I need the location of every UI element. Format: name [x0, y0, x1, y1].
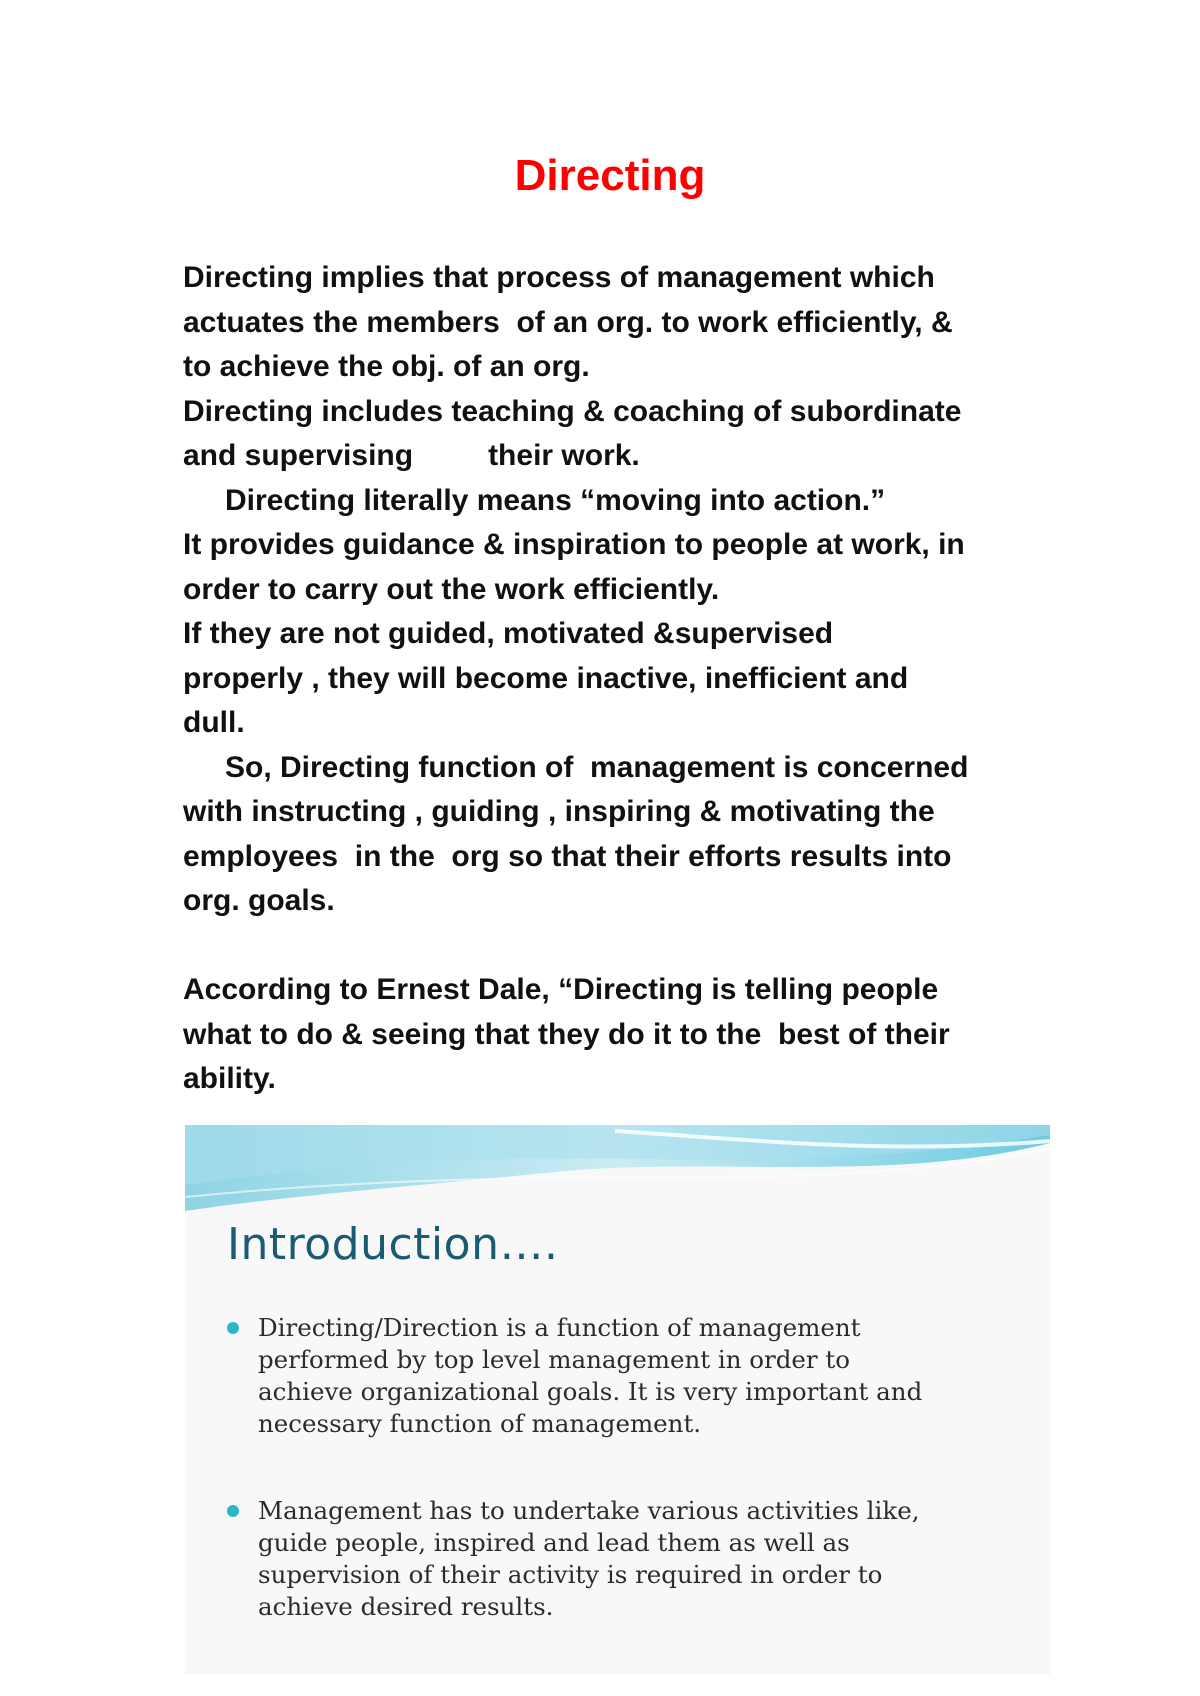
bullet-line: performed by top level management in order to — [258, 1345, 850, 1374]
paragraph-line: to achieve the obj. of an org. — [183, 350, 590, 383]
quote-line: what to do & seeing that they do it to the best of their — [183, 1017, 950, 1051]
bullet-line: Directing/Direction is a function of management — [258, 1313, 861, 1342]
blank-line — [183, 924, 1063, 969]
paragraph-line: Directing literally means “moving into action.” — [225, 483, 886, 517]
quote-line: According to Ernest Dale, “Directing is telling people — [183, 973, 939, 1006]
slide-heading: Introduction…. — [227, 1219, 559, 1270]
slide-bullet — [227, 1312, 1027, 1440]
bullet-line: necessary function of management. — [258, 1409, 702, 1438]
body-text — [183, 256, 1063, 1102]
slide-bullet — [227, 1495, 1027, 1623]
slide-bullet-text — [258, 1312, 1027, 1440]
paragraph-line: If they are not guided, motivated &supervised — [183, 617, 834, 650]
paragraph-line: Directing includes teaching & coaching of subordinate — [183, 394, 962, 428]
bullet-line: Management has to undertake various activities like, — [258, 1496, 920, 1525]
slide-image — [185, 1125, 1050, 1675]
page-title — [0, 150, 1200, 202]
quote-line: ability. — [183, 1062, 276, 1095]
paragraph-line: org. goals. — [183, 884, 335, 917]
page-title-text: Directing — [514, 151, 706, 200]
paragraph-line: dull. — [183, 706, 245, 739]
slide-bullet-text — [258, 1495, 1027, 1623]
paragraph-line: So, Directing function of management is concerned — [225, 750, 969, 784]
bullet-line: achieve organizational goals. It is very important and — [258, 1377, 923, 1406]
bullet-line: achieve desired results. — [258, 1592, 554, 1621]
paragraph-line: It provides guidance & inspiration to people at work, in — [183, 528, 965, 561]
bullet-dot-icon — [227, 1322, 239, 1334]
paragraph-line: employees in the org so that their efforts results into — [183, 839, 952, 873]
bullet-line: guide people, inspired and lead them as well as — [258, 1528, 850, 1557]
paragraph-line: Directing implies that process of management which — [183, 261, 935, 294]
paragraph-line: with instructing , guiding , inspiring & motivating the — [183, 795, 935, 828]
bullet-line: supervision of their activity is required in order to — [258, 1560, 883, 1589]
paragraph-line: order to carry out the work efficiently. — [183, 572, 720, 606]
paragraph-line: properly , they will become inactive, inefficient and — [183, 661, 909, 695]
paragraph-line: actuates the members of an org. to work efficiently, & — [183, 305, 953, 339]
bullet-dot-icon — [227, 1505, 239, 1517]
paragraph-line: and supervising their work. — [183, 439, 640, 472]
slide-wave-decoration — [185, 1125, 1050, 1215]
